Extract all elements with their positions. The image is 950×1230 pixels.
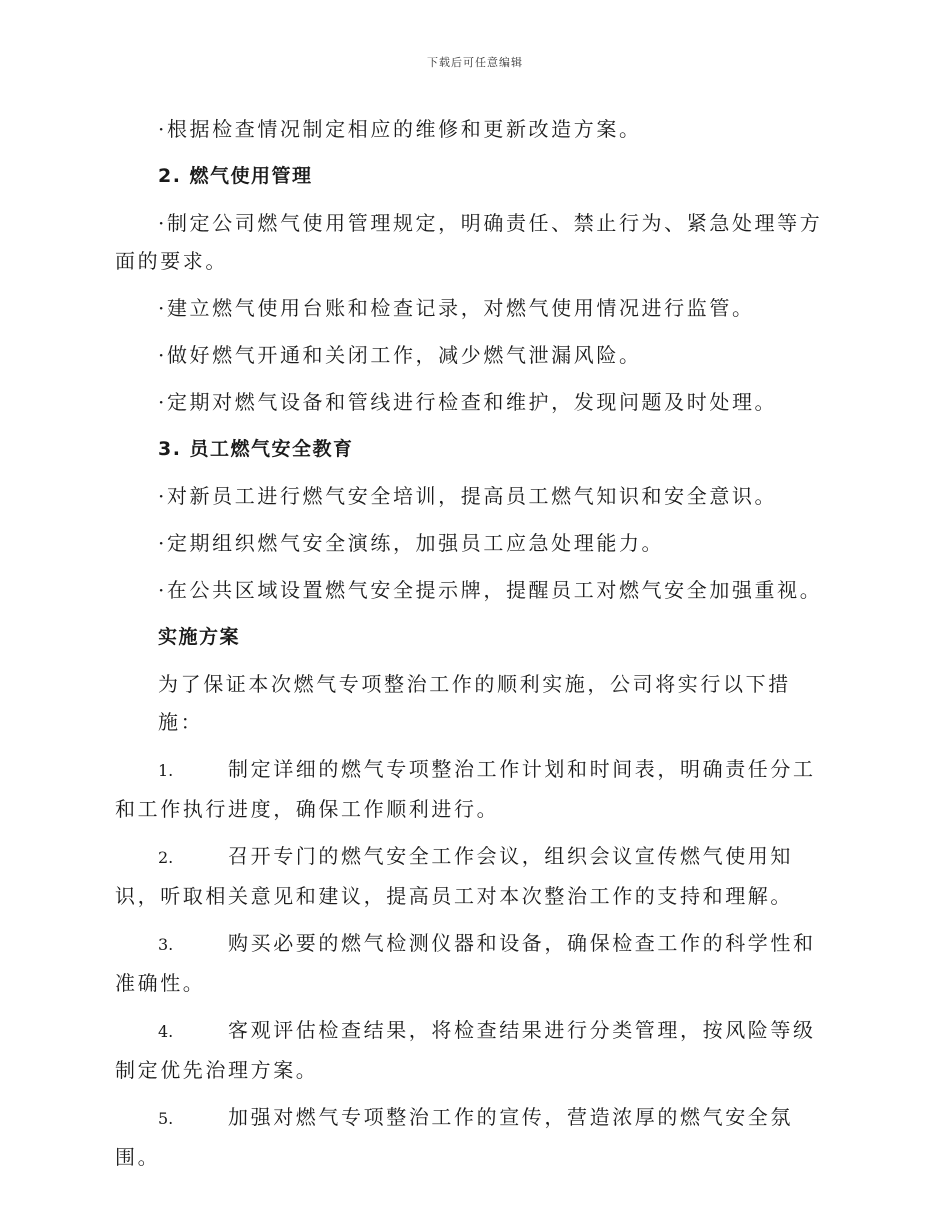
item-text: 加强对燃气专项整治工作的宣传，营造浓厚的燃气安全氛围。: [115, 1105, 793, 1169]
paragraph-bullet: ·制定公司燃气使用管理规定，明确责任、禁止行为、紧急处理等方面的要求。: [115, 211, 823, 273]
item-text: 制定详细的燃气专项整治工作计划和时间表，明确责任分工和工作执行进度，确保工作顺利进行。: [115, 757, 816, 821]
header-note: 下载后可任意编辑: [427, 56, 523, 69]
item-text: 召开专门的燃气安全工作会议，组织会议宣传燃气使用知识，听取相关意见和建议，提高员工对本次整治工作的支持和理解。: [115, 844, 793, 908]
item-number: 4.: [158, 1022, 174, 1041]
item-number: 5.: [158, 1109, 174, 1128]
paragraph-bullet: ·建立燃气使用台账和检查记录，对燃气使用情况进行监管。: [158, 296, 755, 320]
paragraph-bullet: ·做好燃气开通和关闭工作，减少燃气泄漏风险。: [158, 343, 642, 367]
numbered-item: [115, 750, 835, 828]
item-number: 3.: [158, 935, 174, 954]
section-heading-implementation: 实施方案: [158, 626, 241, 648]
item-text: 购买必要的燃气检测仪器和设备，确保检查工作的科学性和准确性。: [115, 931, 816, 995]
item-number: 1.: [158, 761, 174, 780]
item-text: 客观评估检查结果，将检查结果进行分类管理，按风险等级制定优先治理方案。: [115, 1018, 816, 1082]
item-number: 2.: [158, 848, 174, 867]
numbered-item: [115, 924, 835, 1002]
section-heading-staff-education: 3. 员工燃气安全教育: [158, 438, 354, 460]
paragraph-bullet: ·定期对燃气设备和管线进行检查和维护，发现问题及时处理。: [158, 390, 778, 414]
paragraph-bullet: ·对新员工进行燃气安全培训，提高员工燃气知识和安全意识。: [158, 484, 778, 508]
paragraph-bullet: ·根据检查情况制定相应的维修和更新改造方案。: [158, 117, 642, 141]
document-body: [115, 110, 835, 1185]
paragraph-intro: 为了保证本次燃气专项整治工作的顺利实施，公司将实行以下措施：: [158, 672, 791, 734]
paragraph-bullet: ·在公共区域设置燃气安全提示牌，提醒员工对燃气安全加强重视。: [158, 578, 823, 602]
numbered-item: [115, 1098, 835, 1176]
numbered-item: [115, 1011, 835, 1089]
paragraph-bullet: ·定期组织燃气安全演练，加强员工应急处理能力。: [158, 531, 665, 555]
section-heading-gas-usage: 2. 燃气使用管理: [158, 165, 313, 187]
numbered-item: [115, 837, 835, 915]
